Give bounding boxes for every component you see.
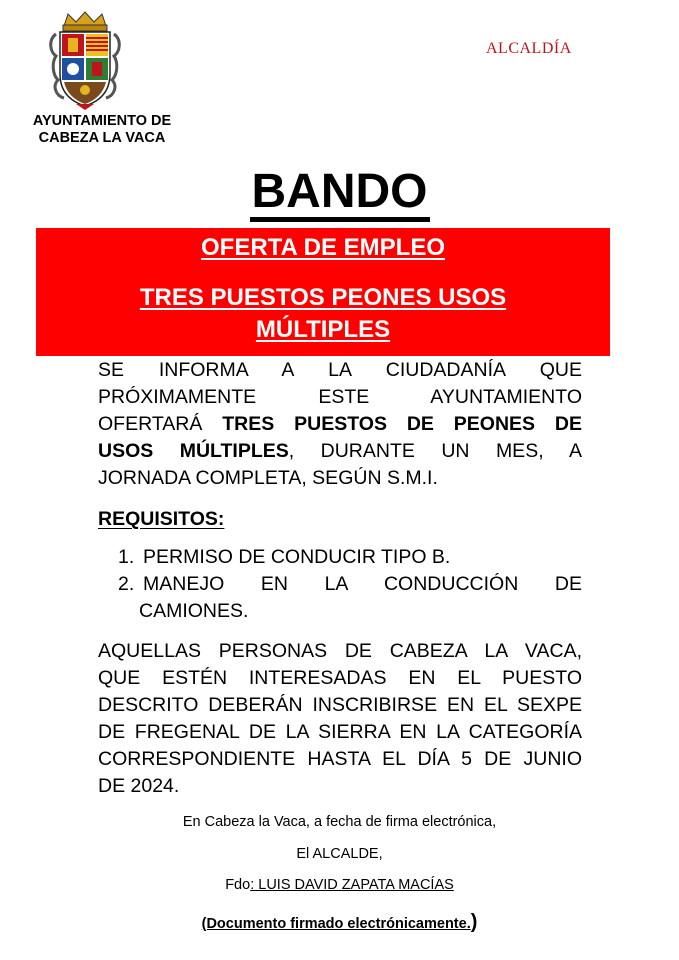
office-label: ALCALDÍA	[486, 40, 572, 57]
banner-line1: OFERTA DE EMPLEO	[200, 234, 445, 261]
intro-text: OFERTARÁ	[98, 413, 203, 435]
fdo-label: Fdo	[225, 877, 251, 893]
closing-line: CORRESPONDIENTE HASTA EL DÍA 5 DE JUNIO	[98, 748, 582, 770]
town-name-line1: AYUNTAMIENTO DE	[32, 113, 172, 129]
requirements-heading: REQUISITOS:	[98, 508, 225, 530]
intro-line	[98, 411, 582, 438]
electronic-signature-note	[0, 911, 679, 934]
closing-line: DESCRITO DEBERÁN INSCRIBIRSE EN EL SEXPE	[98, 694, 582, 716]
requirement-text: PERMISO DE CONDUCIR TIPO B.	[143, 546, 451, 568]
document-title	[0, 162, 679, 222]
intro-bold-text: USOS MÚLTIPLES	[98, 440, 289, 462]
closing-line: DE FREGENAL DE LA SIERRA EN LA CATEGORÍA	[98, 721, 582, 743]
intro-line	[98, 438, 582, 465]
requirement-item	[118, 571, 582, 625]
closing-parenthesis: )	[470, 911, 478, 933]
requirement-number: 2.	[118, 573, 135, 595]
signer-name: : LUIS DAVID ZAPATA MACÍAS	[250, 877, 454, 893]
closing-line: AQUELLAS PERSONAS DE CABEZA LA VACA,	[98, 640, 582, 662]
closing-line: QUE ESTÉN INTERESADAS EN EL PUESTO	[98, 667, 582, 689]
coat-of-arms-icon	[46, 10, 124, 110]
requirement-text: MANEJO EN LA CONDUCCIÓN DE	[143, 573, 582, 595]
banner-line3: MÚLTIPLES	[255, 316, 391, 343]
requirement-number: 1.	[118, 546, 135, 568]
intro-text: , DURANTE UN MES, A	[288, 440, 582, 462]
requirement-text-continued: CAMIONES.	[139, 600, 249, 622]
document-title-text: BANDO	[250, 167, 430, 222]
place-date: En Cabeza la Vaca, a fecha de firma electrónica,	[182, 814, 497, 830]
electronic-signature-text: (Documento firmado electrónicamente.	[201, 916, 471, 932]
town-name-line2: CABEZA LA VACA	[38, 130, 166, 146]
intro-line: PRÓXIMAMENTE ESTE AYUNTAMIENTO	[98, 386, 582, 408]
intro-bold-text: TRES PUESTOS DE PEONES DE	[222, 413, 583, 435]
intro-line: SE INFORMA A LA CIUDADANÍA QUE	[98, 359, 582, 381]
town-name	[14, 113, 190, 147]
signer-line	[0, 877, 679, 893]
signer-role: El ALCALDE,	[296, 846, 383, 862]
intro-line: JORNADA COMPLETA, SEGÚN S.M.I.	[98, 467, 438, 489]
closing-line: DE 2024.	[98, 775, 180, 797]
banner-line2: TRES PUESTOS PEONES USOS	[139, 284, 507, 311]
